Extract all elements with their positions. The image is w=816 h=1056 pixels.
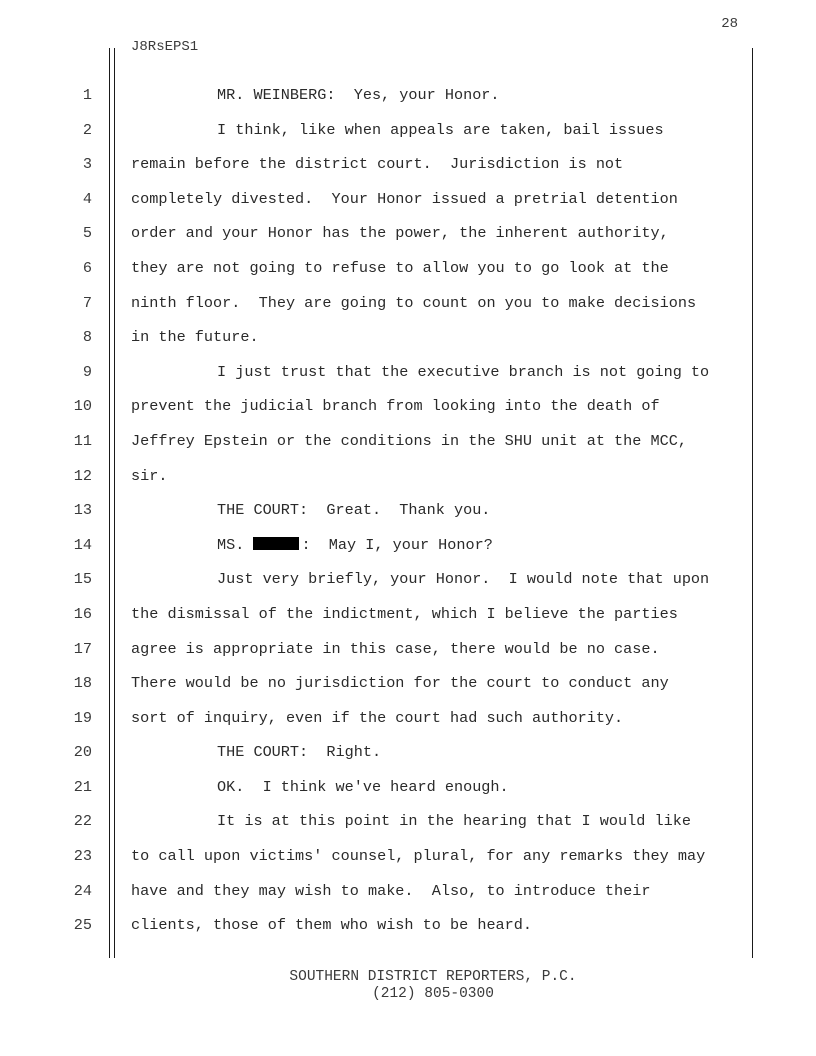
- line-text: Just very briefly, your Honor. I would note that upon: [217, 570, 710, 589]
- transcript-line: [0, 147, 816, 182]
- line-text: OK. I think we've heard enough.: [217, 777, 509, 796]
- line-text: [217, 528, 493, 563]
- transcript-line: [0, 701, 816, 736]
- line-text: they are not going to refuse to allow you to go look at the: [131, 258, 669, 277]
- line-text: sir.: [131, 466, 168, 485]
- transcript-line: [0, 666, 816, 701]
- transcript-line: [0, 78, 816, 113]
- transcript-line: [0, 735, 816, 770]
- transcript-line: [0, 113, 816, 148]
- line-number: 3: [82, 155, 92, 174]
- transcript-line: [0, 528, 816, 563]
- line-number: 11: [73, 431, 92, 450]
- line-number: 16: [73, 604, 92, 623]
- transcript-line: [0, 770, 816, 805]
- redaction-block: [253, 537, 299, 550]
- line-text: agree is appropriate in this case, there would be no case.: [131, 639, 660, 658]
- transcript-line: [0, 389, 816, 424]
- transcript-line: [0, 459, 816, 494]
- line-number: 13: [73, 501, 92, 520]
- line-number: 22: [73, 812, 92, 831]
- reporter-phone: (212) 805-0300: [372, 986, 494, 1002]
- line-number: 9: [82, 362, 92, 381]
- transcript-line: [0, 839, 816, 874]
- transcript-line: [0, 632, 816, 667]
- transcript-line: [0, 908, 816, 943]
- line-text: There would be no jurisdiction for the court to conduct any: [131, 674, 669, 693]
- line-text: have and they may wish to make. Also, to introduce their: [131, 881, 651, 900]
- transcript-line: [0, 424, 816, 459]
- line-text: ninth floor. They are going to count on you to make decisions: [131, 293, 697, 312]
- line-number: 5: [82, 224, 92, 243]
- line-number: 10: [73, 397, 92, 416]
- transcript-lines: [0, 78, 816, 943]
- line-number: 8: [82, 328, 92, 347]
- line-number: 1: [82, 86, 92, 104]
- line-number: 7: [82, 293, 92, 312]
- page-footer: [0, 969, 816, 1003]
- line-number: 15: [73, 570, 92, 589]
- line-number: 14: [73, 535, 92, 554]
- line-text: in the future.: [131, 328, 259, 347]
- line-text: remain before the district court. Jurisdiction is not: [131, 155, 624, 174]
- transcript-line: [0, 216, 816, 251]
- line-text: the dismissal of the indictment, which I believe the parties: [131, 604, 678, 623]
- line-text: I think, like when appeals are taken, bail issues: [217, 120, 664, 139]
- line-text: clients, those of them who wish to be heard.: [131, 916, 533, 935]
- line-number: 6: [82, 258, 92, 277]
- reporter-company: SOUTHERN DISTRICT REPORTERS, P.C.: [289, 969, 577, 985]
- line-text: completely divested. Your Honor issued a pretrial detention: [131, 189, 678, 208]
- line-number: 25: [73, 916, 92, 935]
- line-text: to call upon victims' counsel, plural, for any remarks they may: [131, 847, 706, 866]
- line-text: MR. WEINBERG: Yes, your Honor.: [217, 86, 500, 104]
- transcript-line: [0, 493, 816, 528]
- speaker-suffix: : May I, your Honor?: [301, 535, 493, 554]
- transcript-line: [0, 182, 816, 217]
- line-number: 23: [73, 847, 92, 866]
- transcript-line: [0, 874, 816, 909]
- line-text: Jeffrey Epstein or the conditions in the SHU unit at the MCC,: [131, 431, 687, 450]
- line-number: 24: [73, 881, 92, 900]
- transcript-line: [0, 286, 816, 321]
- transcript-line: [0, 251, 816, 286]
- line-number: 19: [73, 708, 92, 727]
- page-number: 28: [721, 16, 738, 32]
- line-text: sort of inquiry, even if the court had such authority.: [131, 708, 624, 727]
- transcript-line: [0, 320, 816, 355]
- line-number: 2: [82, 120, 92, 139]
- transcript-line: [0, 562, 816, 597]
- speaker-prefix: MS.: [217, 535, 254, 554]
- transcript-line: [0, 804, 816, 839]
- line-text: prevent the judicial branch from looking into the death of: [131, 397, 660, 416]
- line-text: THE COURT: Great. Thank you.: [217, 501, 491, 520]
- line-text: I just trust that the executive branch is not going to: [217, 362, 710, 381]
- line-text: It is at this point in the hearing that I would like: [217, 812, 691, 831]
- line-number: 12: [73, 466, 92, 485]
- line-number: 21: [73, 777, 92, 796]
- line-number: 17: [73, 639, 92, 658]
- line-text: THE COURT: Right.: [217, 743, 382, 762]
- transcript-line: [0, 597, 816, 632]
- line-number: 20: [73, 743, 92, 762]
- transcript-line: [0, 355, 816, 390]
- line-number: 4: [82, 189, 92, 208]
- line-text: order and your Honor has the power, the inherent authority,: [131, 224, 669, 243]
- document-id: J8RsEPS1: [131, 39, 199, 55]
- line-number: 18: [73, 674, 92, 693]
